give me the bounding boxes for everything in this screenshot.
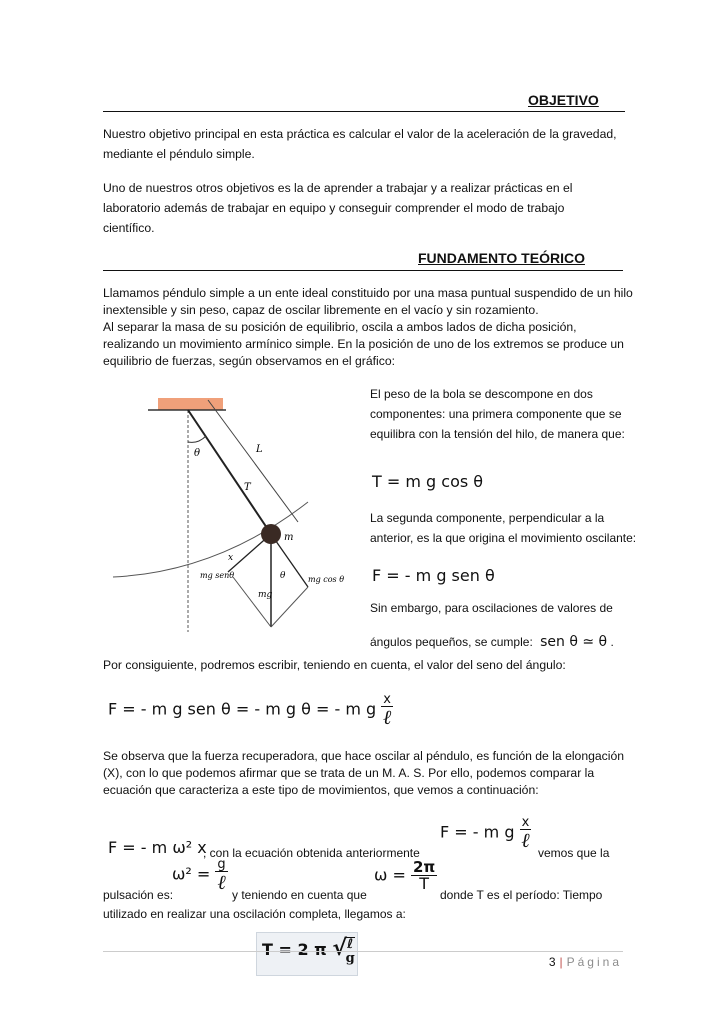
component-line bbox=[271, 587, 308, 627]
right-paragraph-3b bbox=[370, 632, 670, 652]
fraction-denominator: ℓ bbox=[382, 705, 392, 729]
formula-force-x-l bbox=[440, 816, 531, 850]
formula-period-text: T = 2 π bbox=[262, 940, 327, 959]
fraction-x-over-l bbox=[381, 693, 393, 727]
label-arc-theta: θ bbox=[280, 571, 286, 581]
footer-rule bbox=[103, 951, 623, 952]
fraction-2pi: 2π bbox=[412, 858, 436, 876]
formula-small-angle: sen θ ≃ θ bbox=[540, 634, 608, 650]
fraction-x-over-l-2 bbox=[520, 816, 532, 850]
label-mass: m bbox=[284, 532, 294, 543]
fundamento-rule bbox=[103, 270, 623, 271]
fraction-denominator-2: ℓ bbox=[521, 828, 530, 852]
text-pulsacion: pulsación es: bbox=[103, 888, 174, 902]
consiguiente-paragraph: Por consiguiente, podremos escribir, teniendo en cuenta, el valor del seno del ángulo: bbox=[103, 658, 566, 672]
text-con-ecuacion: , con la ecuación obtenida anteriormente bbox=[203, 846, 420, 860]
page-label: Página bbox=[566, 955, 622, 969]
objetivo-heading: OBJETIVO bbox=[528, 92, 599, 108]
formula-tension: T = m g cos θ bbox=[372, 472, 484, 491]
label-mg-cos: mg cos θ bbox=[308, 575, 345, 584]
fraction-g-over-l bbox=[215, 858, 227, 892]
pendulum-diagram bbox=[108, 382, 363, 637]
formula-omega-squared-text: ω² = bbox=[172, 864, 211, 884]
fraction-g: g bbox=[217, 857, 226, 872]
objetivo-paragraph-2: Uno de nuestros otros objetivos es la de aprender a trabajar y a realizar prácticas en el laboratorio además de trabajar en equipo y conseguir comprender el modo de trabajo científico. bbox=[103, 181, 573, 235]
fundamento-heading: FUNDAMENTO TEÓRICO bbox=[418, 250, 585, 266]
fraction-numerator: x bbox=[383, 692, 391, 707]
label-mg-sen: mg senθ bbox=[200, 571, 235, 580]
formula-force-approx bbox=[108, 693, 393, 727]
objetivo-rule bbox=[103, 111, 625, 112]
label-arc-x: x bbox=[228, 553, 234, 563]
formula-force-approx-text: F = - m g sen θ = - m g θ = - m g bbox=[108, 699, 377, 719]
observa-paragraph: Se observa que la fuerza recuperadora, que hace oscilar al péndulo, es función de la elongación (X), con lo que podemos afirmar que se trata de un M. A. S. Por ello, podemos comparar la ecuación que caracteriza a este tipo de movimientos, que vemos a continuación: bbox=[103, 749, 625, 797]
formula-omega bbox=[374, 860, 437, 892]
label-tension: T bbox=[244, 482, 251, 493]
page-number: 3 bbox=[548, 955, 556, 969]
fraction-period-l: ℓ bbox=[347, 936, 354, 952]
label-theta: θ bbox=[194, 448, 201, 459]
footer-separator: | bbox=[559, 955, 563, 969]
text-donde: donde T es el período: Tiempo bbox=[440, 888, 603, 902]
pendulum-bob bbox=[261, 524, 281, 544]
fraction-period-g: g bbox=[345, 950, 355, 966]
formula-force-x-l-text: F = - m g bbox=[440, 822, 515, 842]
label-length: L bbox=[256, 444, 263, 455]
component-line-2 bbox=[233, 577, 271, 627]
fundamento-paragraph-1: Llamamos péndulo simple a un ente ideal constituido por una masa puntual suspendido de un hilo inextensible y sin peso, capaz de oscilar libremente en el vacío y sin rozamiento. bbox=[103, 286, 633, 317]
formula-mas: F = - m ω² x bbox=[108, 838, 207, 857]
objetivo-paragraph-1: Nuestro objetivo principal en esta práctica es calcular el valor de la aceleración de la gravedad, mediante el péndulo simple. bbox=[103, 127, 617, 161]
fraction-2pi-over-t bbox=[411, 860, 437, 892]
angle-arc bbox=[188, 436, 206, 442]
formula-omega-text: ω = bbox=[374, 865, 406, 885]
fraction-numerator-2: x bbox=[521, 815, 530, 830]
text-vemos: vemos que la bbox=[538, 846, 610, 860]
formula-omega-squared bbox=[172, 858, 228, 892]
small-angle-period: . bbox=[610, 635, 614, 649]
page-footer bbox=[549, 955, 622, 969]
fraction-l: ℓ bbox=[217, 870, 226, 894]
fraction-t: T bbox=[419, 874, 430, 893]
text-teniendo: y teniendo en cuenta que bbox=[232, 888, 367, 902]
right-paragraph-2: La segunda componente, perpendicular a la anterior, es la que origina el movimiento oscilante: bbox=[370, 511, 637, 545]
fundamento-paragraph-2: Al separar la masa de su posición de equilibrio, oscila a ambos lados de dicha posición, realizando un movimiento armínico simple. En la posición de uno de los extremos se produce un equilibrio de fuerzas, según observamos en el gráfico: bbox=[103, 320, 624, 368]
label-mg: mg bbox=[258, 590, 273, 600]
ceiling-support bbox=[158, 398, 223, 410]
sqrt-icon: √ bbox=[332, 936, 348, 961]
formula-restoring-force: F = - m g sen θ bbox=[372, 566, 495, 585]
right-paragraph-3a: Sin embargo, para oscilaciones de valores de bbox=[370, 601, 613, 615]
right-paragraph-1: El peso de la bola se descompone en dos componentes: una primera componente que se equilibra con la tensión del hilo, de manera que: bbox=[370, 387, 625, 441]
text-utilizado: utilizado en realizar una oscilación completa, llegamos a: bbox=[103, 907, 406, 921]
small-angle-text: ángulos pequeños, se cumple: bbox=[370, 635, 533, 649]
